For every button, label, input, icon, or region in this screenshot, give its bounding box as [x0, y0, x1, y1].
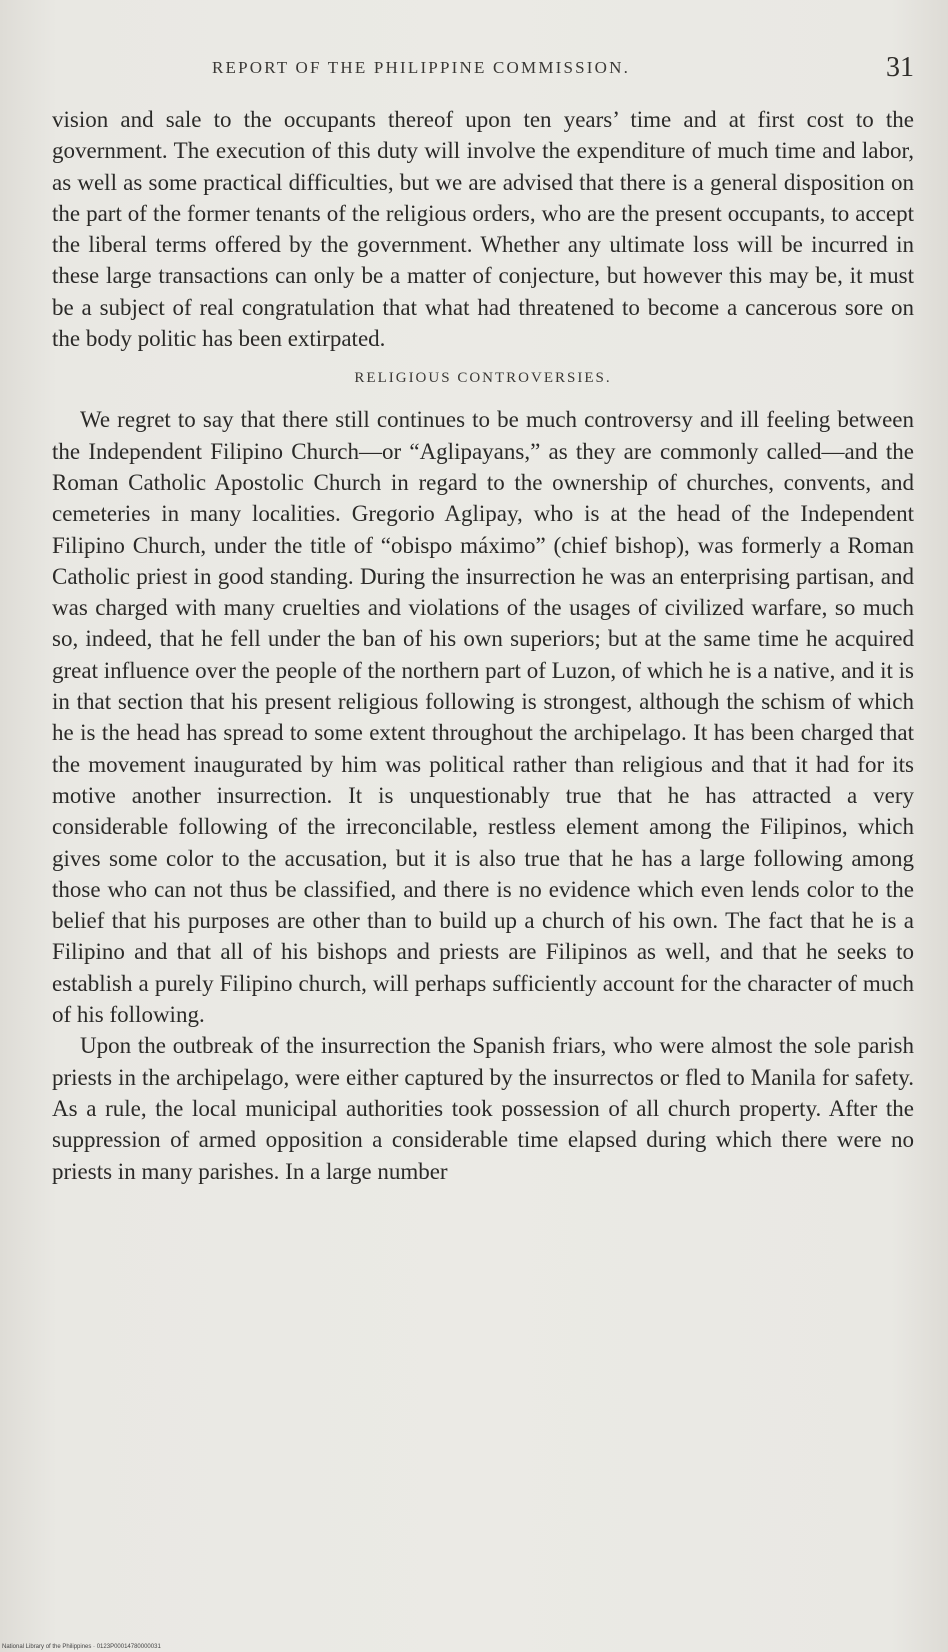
paragraph-insurrection: Upon the outbreak of the insurrection the Spanish friars, who were almost the sole parish priests in the archipelago, were either captured by the insurrectos or fled to Manila for safety. As a rule, the local municipal authorities took possession of all church property. After the suppression of armed opposition a considerable time elapsed during which there were no priests in many parishes. In a large number	[52, 1033, 914, 1184]
page-number: 31	[886, 52, 914, 83]
running-head: REPORT OF THE PHILIPPINE COMMISSION.	[212, 58, 631, 77]
paragraph-continued: vision and sale to the occupants thereof upon ten years’ time and at first cost to the government. The execution of this duty will involve the expenditure of much time and labor, as well as some practical difficulties, but we are advised that there is a general disposition on the part of the former tenants of the religious orders, who are the present occupants, to accept the liberal terms offered by the government. Whether any ultimate loss will be incurred in these large transactions can only be a matter of conjecture, but however this may be, it must be a subject of real congratulation that what had threatened to become a cancerous sore on the body politic has been extirpated.	[52, 107, 914, 352]
scan-credit-footer: National Library of the Philippines · 0123P00014780000031	[2, 1644, 161, 1650]
section-heading: RELIGIOUS CONTROVERSIES.	[354, 370, 612, 387]
page-header	[52, 52, 918, 88]
paragraph-religious-controversies: We regret to say that there still continues to be much controversy and ill feeling between the Independent Filipino Church—or “Aglipayans,” as they are commonly called—and the Roman Catholic Apostolic Church in regard to the ownership of churches, convents, and cemeteries in many localities. Gregorio Aglipay, who is at the head of the Independent Filipino Church, under the title of “obispo máximo” (chief bishop), was formerly a Roman Catholic priest in good standing. During the insurrection he was an enterprising partisan, and was charged with many cruelties and violations of the usages of civilized warfare, so much so, indeed, that he fell under the ban of his own superiors; but at the same time he acquired great influence over the people of the northern part of Luzon, of which he is a native, and it is in that section that his present religious following is strongest, although the schism of which he is the head has spread to some extent throughout the archipelago. It has been charged that the movement inaugurated by him was political rather than religious and that it had for its motive another insurrection. It is unquestionably true that he has attracted a very considerable following of the irreconcilable, restless element among the Filipinos, which gives some color to the accusation, but it is also true that he has a large following among those who can not thus be classified, and there is no evidence which even lends color to the belief that his purposes are other than to build up a church of his own. The fact that he is a Filipino and that all of his bishops and priests are Filipinos as well, and that he seeks to establish a purely Filipino church, will perhaps sufficiently account for the character of much of his following.	[52, 407, 914, 1028]
body-text	[52, 104, 914, 1187]
